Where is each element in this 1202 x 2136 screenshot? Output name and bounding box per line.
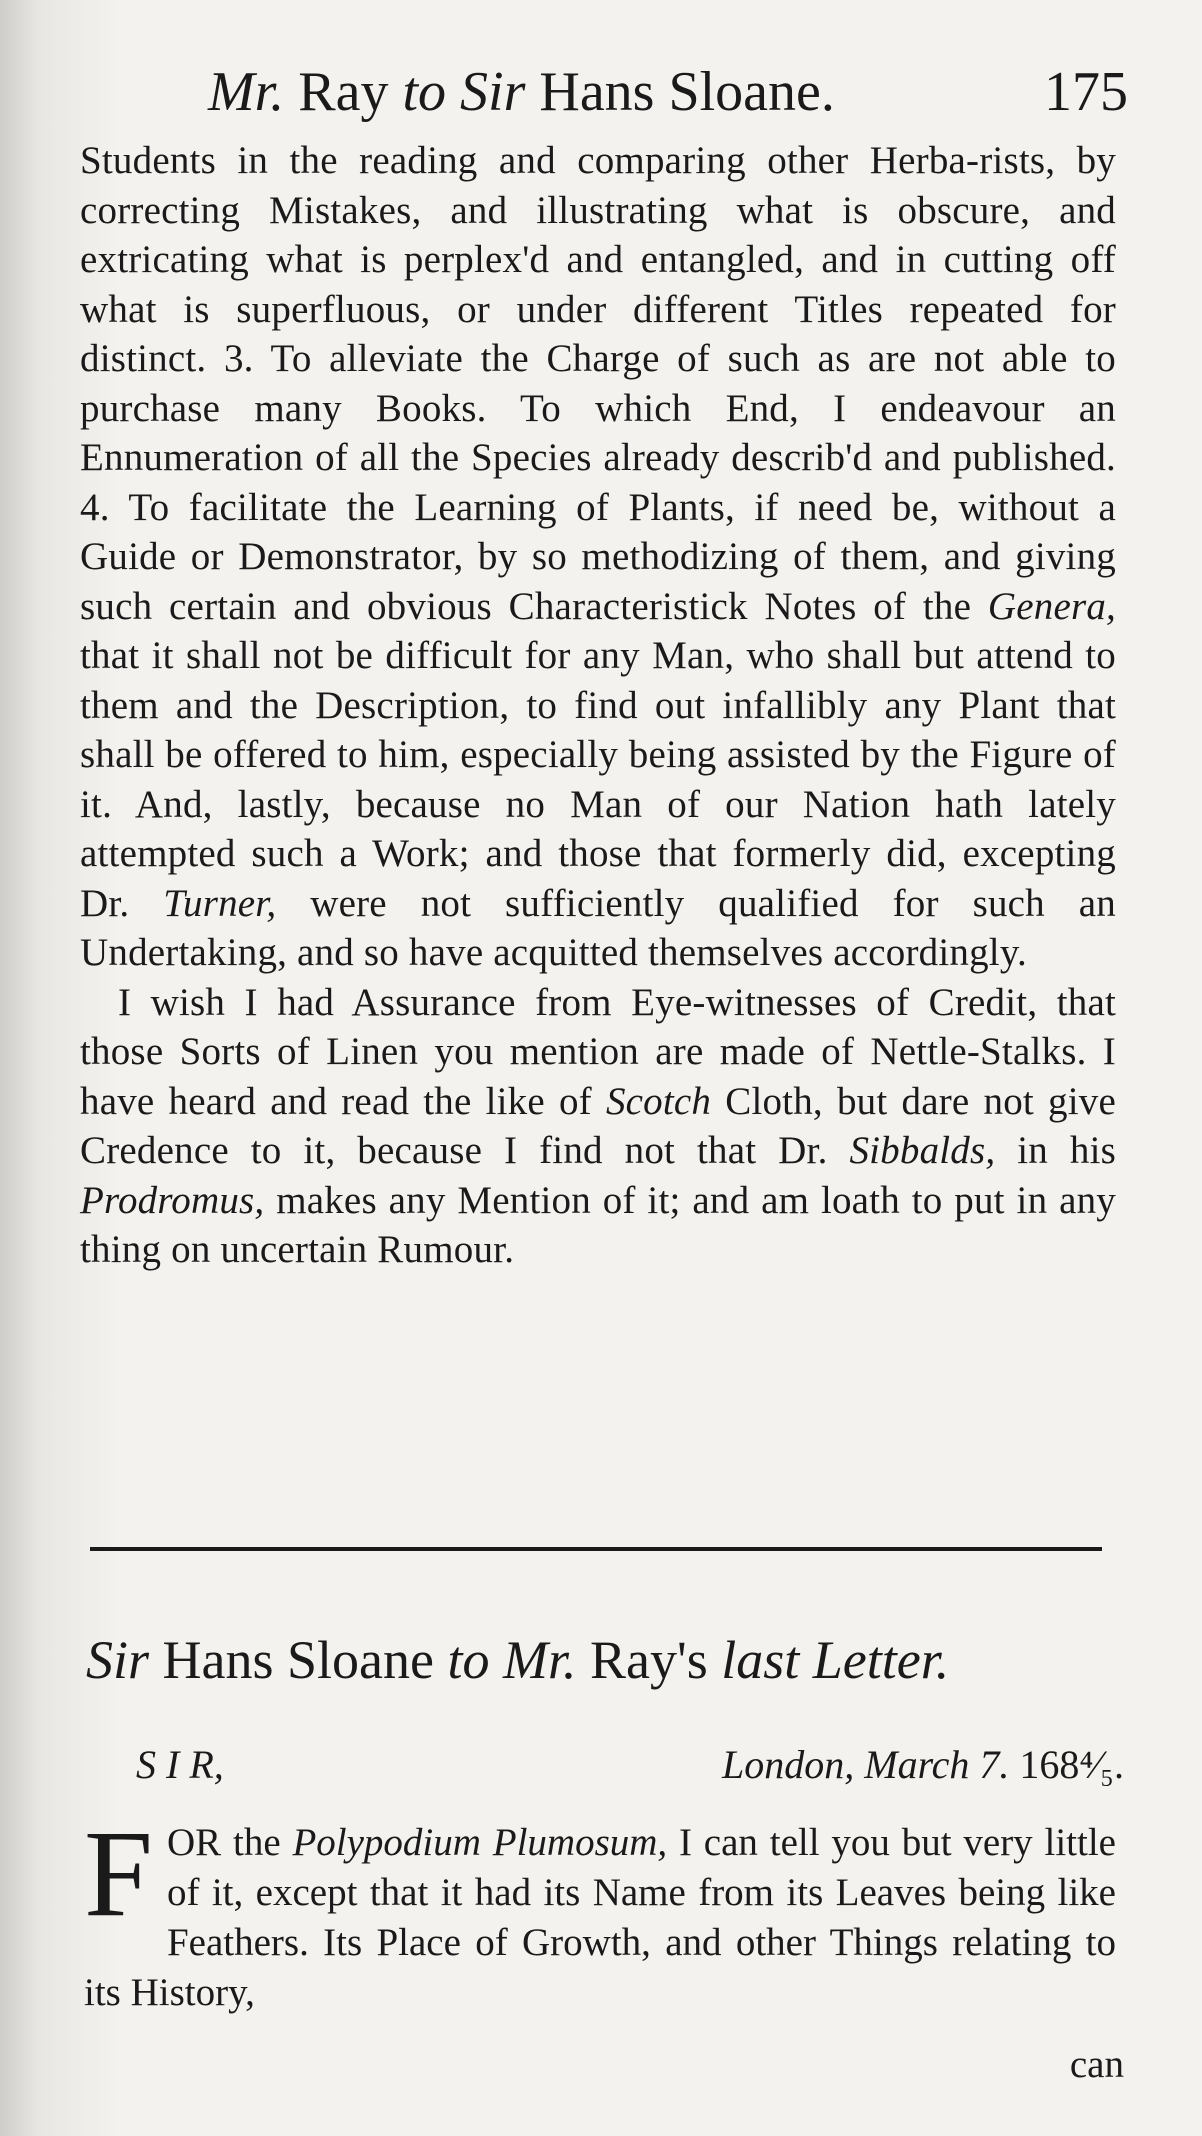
place-date: [722, 1735, 1124, 1795]
drop-cap: F: [84, 1805, 153, 1942]
letter-year: 168⁴⁄₅.: [1019, 1742, 1124, 1787]
letter-title-sir: Sir: [86, 1630, 150, 1690]
letter-text-b: I can tell you but very little of it, except that it had its Name from its Leaves being like Feathers. Its Place of Growth, and other Things relating to its History,: [84, 1821, 1116, 2014]
section-divider-rule: [90, 1547, 1102, 1551]
p1-turner: Turner,: [163, 881, 277, 925]
p2-scotch: Scotch: [605, 1079, 712, 1123]
place-date-text: London, March 7.: [722, 1742, 1020, 1787]
paragraph-1: [80, 136, 1116, 978]
letter-title-last-letter: last Letter.: [721, 1630, 950, 1690]
salutation-line: [136, 1735, 1124, 1795]
letter-text-a: the: [221, 1821, 293, 1864]
p1-text-a: Students in the reading and comparing other Herba-rists, by correcting Mistakes, and illustrating what is obscure, and extricating what is perplex'd and entangled, and in cutting off what is superfluous, or under different Titles repeated for distinct. 3. To alleviate the Charge of such as are not able to purchase many Books. To which End, I endeavour an Ennumeration of all the Species already describ'd and published. 4. To facilitate the Learning of Plants, if need be, without a Guide or Demonstrator, by so methodizing of them, and giving such certain and obvious Characteristick Notes of the: [80, 139, 1116, 628]
p2-text-c: in his: [995, 1129, 1117, 1172]
p2-text-b: Cloth, but dare not give Credence to it, because I find not that Dr.: [80, 1079, 1116, 1172]
letter-title-hans-sloane: Hans Sloane: [149, 1630, 448, 1690]
letter-title-to: to: [447, 1630, 490, 1690]
p2-sibbalds: Sibbalds,: [849, 1129, 996, 1172]
running-head-mr: Mr.: [208, 61, 285, 123]
running-head-hans-sloane: Hans Sloane.: [539, 61, 835, 123]
letter-paragraph-1: [84, 1805, 1116, 2018]
catchword: can: [1069, 2043, 1124, 2086]
letter-opening-caps: OR: [166, 1821, 222, 1864]
letter-title: [86, 1620, 1126, 1700]
p2-prodromus: Prodromus,: [80, 1178, 265, 1222]
page-number: 175: [1044, 61, 1128, 123]
p1-genera: Genera,: [987, 584, 1116, 628]
letter-title-mr: Mr.: [489, 1630, 577, 1690]
letter-body: [84, 1805, 1116, 2018]
letter-title-rays: Ray's: [576, 1630, 722, 1690]
running-head-ray: Ray: [298, 61, 389, 123]
body-text: [80, 136, 1116, 1275]
running-head-sir: Sir: [460, 61, 526, 123]
p2-text-d: makes any Mention of it; and am loath to put in any thing on uncertain Rumour.: [80, 1178, 1116, 1271]
letter-polypodium: Polypodium Plumosum,: [292, 1821, 668, 1864]
running-head: [208, 52, 1128, 132]
p2-text-a: I wish I had Assurance from Eye-witnesses of Credit, that those Sorts of Linen you mention are made of Nettle-Stalks. I have heard and read the like of: [80, 980, 1116, 1123]
paragraph-2: [80, 978, 1116, 1275]
p1-text-b: that it shall not be difficult for any Man, who shall but attend to them and the Description, to find out infallibly any Plant that shall be offered to him, especially being assisted by the Figure of it. And, lastly, because no Man of our Nation hath lately attempted such a Work; and those that formerly did, excepting Dr.: [80, 634, 1116, 925]
salutation: S I R,: [136, 1742, 224, 1787]
running-head-to: to: [402, 61, 447, 123]
p1-text-c: were not sufficiently qualified for such an Undertaking, and so have acquitted themselves accordingly.: [80, 881, 1116, 974]
